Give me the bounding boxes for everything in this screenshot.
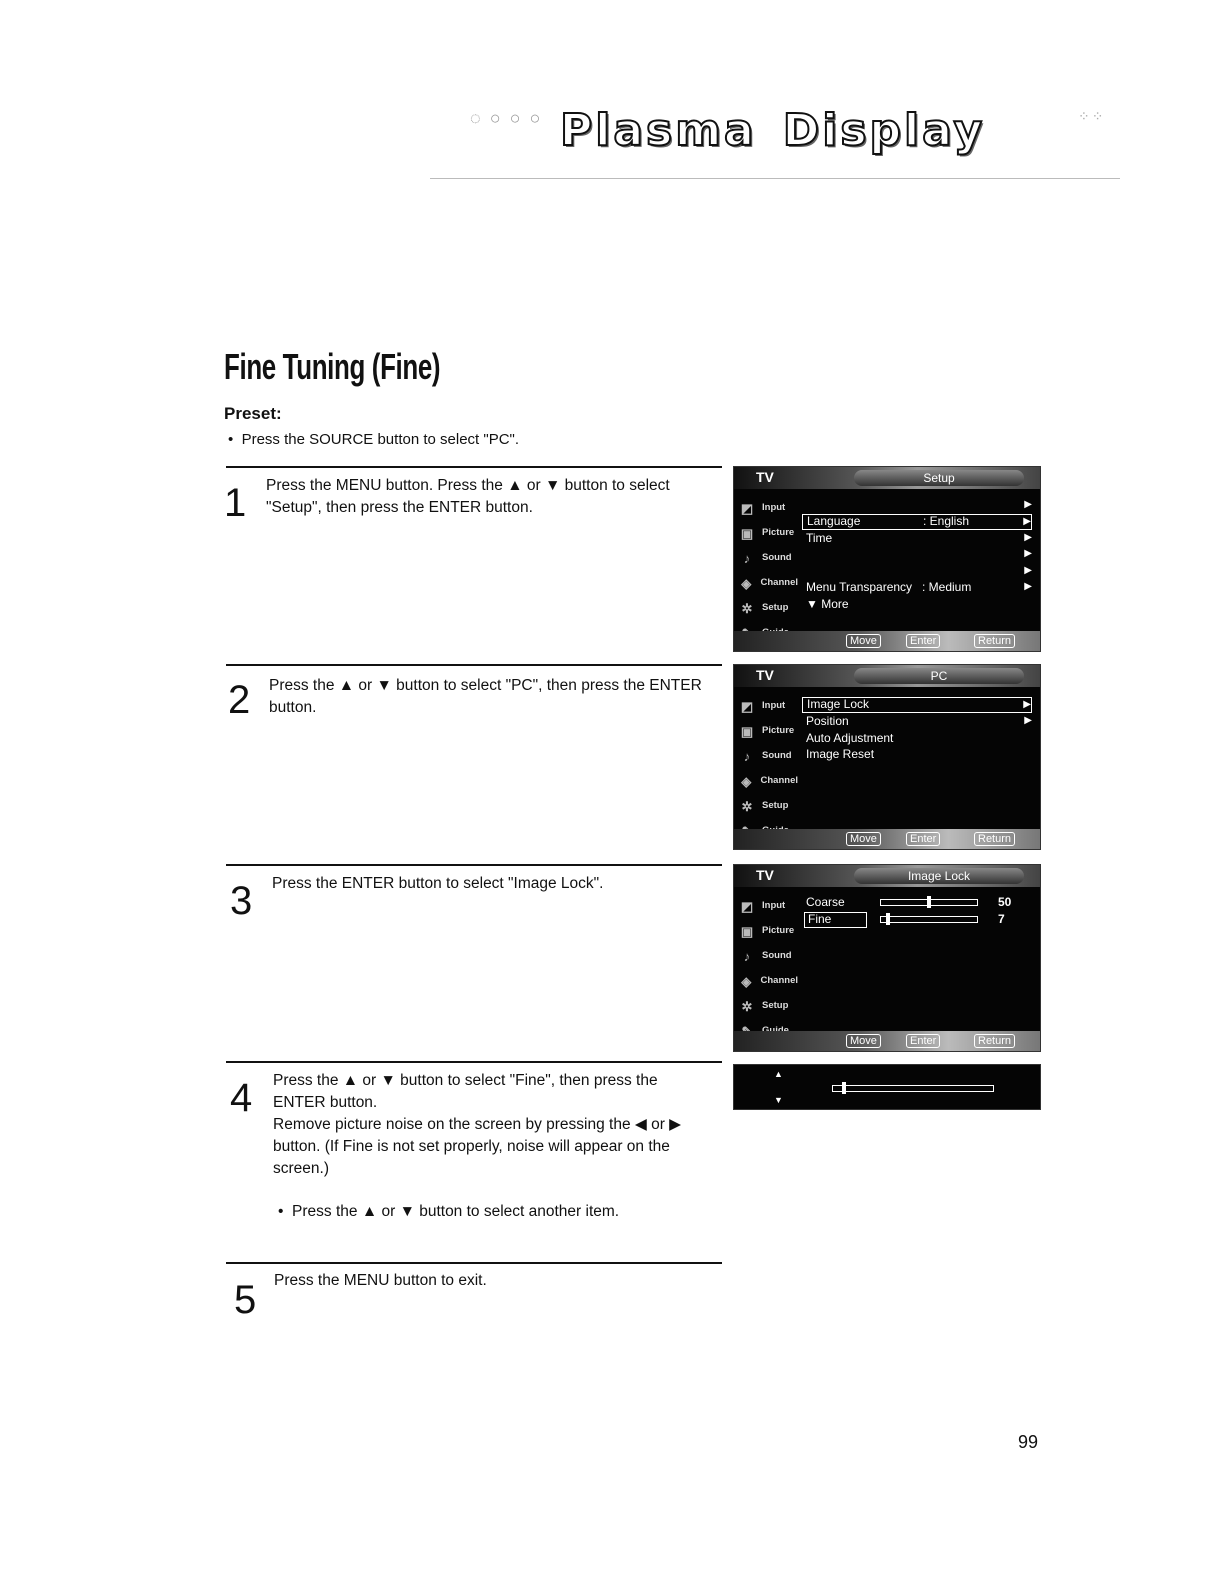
channel-icon: ◈ xyxy=(741,973,752,989)
step-divider xyxy=(226,864,722,866)
osd-side-label: Input xyxy=(762,900,786,911)
header-underline xyxy=(430,178,1120,179)
setup-icon: ✲ xyxy=(741,600,753,616)
osd-side-item-sound xyxy=(736,943,798,968)
sound-icon: ♪ xyxy=(743,748,751,764)
preset-bullet-text: Press the SOURCE button to select "PC". xyxy=(241,431,520,448)
osd-side-item-picture xyxy=(736,520,798,545)
header-decoration: ◌ ○ ○ ○ xyxy=(470,108,543,128)
step-text: Press the ▲ or ▼ button to select "PC", then press the ENTER button. xyxy=(269,677,702,716)
fine-slider xyxy=(880,916,978,923)
step-number: 4 xyxy=(230,1076,253,1120)
osd-side-label: Picture xyxy=(762,527,795,538)
section-title: Fine Tuning (Fine) xyxy=(224,346,441,387)
osd-menu-row: ▶ xyxy=(1024,564,1032,576)
step-number: 5 xyxy=(234,1278,257,1322)
osd-side-menu xyxy=(736,693,798,843)
osd-enter-hint: Enter xyxy=(906,634,940,648)
osd-bottom-bar xyxy=(734,829,1040,849)
osd-side-label: Picture xyxy=(762,725,795,736)
osd-bottom-bar xyxy=(734,1031,1040,1051)
osd-side-item-input xyxy=(736,693,798,718)
picture-icon: ▣ xyxy=(740,723,754,739)
step-text: Press the MENU button. Press the ▲ or ▼ button to select "Setup", then press the ENTER button. xyxy=(266,477,670,516)
osd-side-label: Setup xyxy=(762,602,789,613)
step-text: Press the MENU button to exit. xyxy=(274,1272,487,1289)
step-text: Press the ENTER button to select "Image Lock". xyxy=(272,875,604,892)
osd-menu-row: Auto Adjustment xyxy=(806,730,894,745)
osd-move-hint: Move xyxy=(846,832,881,846)
header-banner xyxy=(560,102,985,158)
osd-side-item-setup xyxy=(736,993,798,1018)
sound-icon: ♪ xyxy=(743,550,751,566)
osd-menu-row-more: ▼ More xyxy=(806,596,849,611)
osd-side-label: Sound xyxy=(762,750,792,761)
fine-adjust-slider-knob xyxy=(842,1082,846,1094)
channel-icon: ◈ xyxy=(741,575,752,591)
osd-enter-hint: Enter xyxy=(906,832,940,846)
fine-label-selected: Fine xyxy=(804,912,867,928)
preset-label: Preset: xyxy=(224,404,282,423)
osd-menu-title: Setup xyxy=(854,470,1024,486)
down-arrow-icon: ▼ xyxy=(774,1095,783,1105)
osd-menu-row-selected: Image Lock ▶ xyxy=(802,697,1032,713)
osd-side-label: Sound xyxy=(762,950,792,961)
up-arrow-icon: ▲ xyxy=(774,1069,783,1079)
input-icon: ◩ xyxy=(740,500,754,516)
osd-side-item-channel xyxy=(736,968,798,993)
osd-menu-row-selected: Language : English ▶ xyxy=(802,514,1032,530)
osd-menu-title: PC xyxy=(854,668,1024,684)
page-number: 99 xyxy=(1018,1432,1039,1452)
osd-fine-adjust-bar xyxy=(733,1064,1041,1110)
input-icon: ◩ xyxy=(740,898,754,914)
step-number: 1 xyxy=(224,481,247,525)
osd-return-hint: Return xyxy=(974,1034,1015,1048)
osd-side-label: Channel xyxy=(760,975,798,986)
osd-side-item-input xyxy=(736,893,798,918)
step-bullet: • Press the ▲ or ▼ button to select another item. xyxy=(278,1203,620,1220)
osd-side-label: Setup xyxy=(762,1000,789,1011)
osd-menu-row: Time ▶ xyxy=(806,530,1032,545)
header-corner-ornament: ⁘⁘ xyxy=(1078,108,1106,124)
osd-side-item-channel xyxy=(736,768,798,793)
step-divider xyxy=(226,1262,722,1264)
osd-side-item-picture xyxy=(736,718,798,743)
fine-value: 7 xyxy=(998,912,1005,926)
osd-tv-label: TV xyxy=(756,469,774,485)
osd-bottom-bar xyxy=(734,631,1040,651)
osd-return-hint: Return xyxy=(974,634,1015,648)
osd-side-label: Input xyxy=(762,700,786,711)
picture-icon: ▣ xyxy=(740,525,754,541)
coarse-slider xyxy=(880,899,978,906)
step-bullet-text: Press the ▲ or ▼ button to select another item. xyxy=(292,1203,620,1220)
setup-icon: ✲ xyxy=(741,798,753,814)
osd-side-label: Channel xyxy=(760,775,798,786)
osd-menu-row: ▶ xyxy=(1024,548,1032,559)
header-word-display: Display xyxy=(782,104,986,156)
osd-return-hint: Return xyxy=(974,832,1015,846)
fine-adjust-slider xyxy=(832,1085,994,1092)
header-word-plasma: Plasma xyxy=(560,104,757,156)
step-number: 2 xyxy=(228,678,251,722)
osd-side-label: Sound xyxy=(762,552,792,563)
osd-menu-list xyxy=(802,697,1032,763)
osd-tv-label: TV xyxy=(756,667,774,683)
osd-side-menu xyxy=(736,893,798,1043)
coarse-label: Coarse xyxy=(806,895,845,909)
coarse-value: 50 xyxy=(998,895,1012,909)
osd-menu-row: Position ▶ xyxy=(806,714,1032,728)
osd-tv-label: TV xyxy=(756,867,774,883)
osd-side-item-picture xyxy=(736,918,798,943)
osd-side-label: Channel xyxy=(760,577,798,588)
preset-bullet: • Press the SOURCE button to select "PC". xyxy=(228,431,520,448)
sound-icon: ♪ xyxy=(743,948,751,964)
osd-side-item-setup xyxy=(736,595,798,620)
osd-menu-row: Image Reset xyxy=(806,747,875,761)
osd-menu-row: Menu Transparency : Medium ▶ xyxy=(806,580,1032,594)
step-divider xyxy=(226,1061,722,1063)
osd-screen-pc xyxy=(733,664,1041,850)
step-note: Remove picture noise on the screen by pressing the ◀ or ▶ button. (If Fine is not set properly, noise will appear on the screen.) xyxy=(273,1116,682,1177)
osd-enter-hint: Enter xyxy=(906,1034,940,1048)
osd-menu-title: Image Lock xyxy=(854,868,1024,884)
channel-icon: ◈ xyxy=(741,773,752,789)
fine-slider-knob xyxy=(886,913,890,925)
coarse-slider-knob xyxy=(927,896,931,908)
setup-icon: ✲ xyxy=(741,998,753,1014)
osd-side-item-sound xyxy=(736,545,798,570)
osd-side-item-input xyxy=(736,495,798,520)
picture-icon: ▣ xyxy=(740,923,754,939)
osd-side-label: Setup xyxy=(762,800,789,811)
osd-side-item-channel xyxy=(736,570,798,595)
osd-menu-list xyxy=(802,497,1032,612)
osd-side-item-sound xyxy=(736,743,798,768)
osd-menu-row: ▶ xyxy=(1024,499,1032,510)
osd-screen-image-lock xyxy=(733,864,1041,1052)
osd-side-label: Picture xyxy=(762,925,795,936)
step-text: Press the ▲ or ▼ button to select "Fine", then press the ENTER button. xyxy=(273,1072,658,1111)
step-number: 3 xyxy=(230,879,253,923)
osd-side-menu xyxy=(736,495,798,645)
osd-move-hint: Move xyxy=(846,634,881,648)
osd-screen-setup xyxy=(733,466,1041,652)
step-divider xyxy=(226,466,722,468)
osd-move-hint: Move xyxy=(846,1034,881,1048)
input-icon: ◩ xyxy=(740,698,754,714)
osd-side-label: Input xyxy=(762,502,786,513)
step-divider xyxy=(226,664,722,666)
osd-side-item-setup xyxy=(736,793,798,818)
